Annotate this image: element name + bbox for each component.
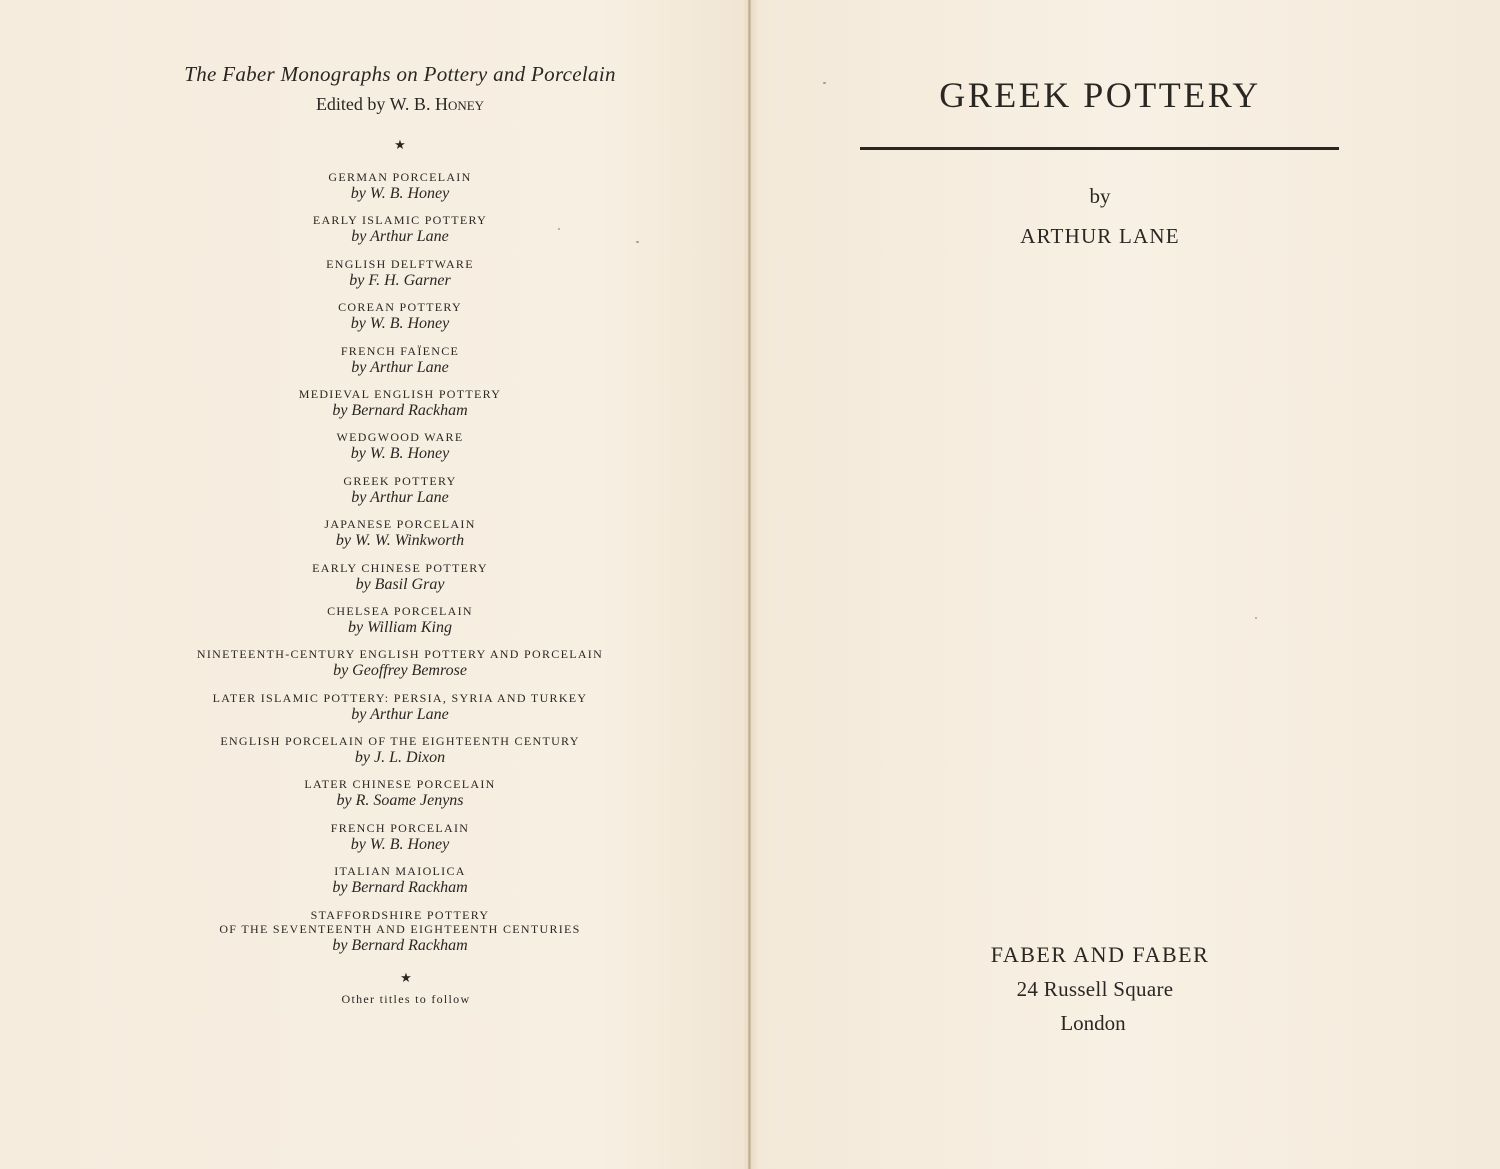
book-main-title: GREEK POTTERY	[939, 75, 1261, 115]
book-entry	[150, 647, 650, 690]
book-title: ENGLISH PORCELAIN OF THE EIGHTEENTH CENTURY	[220, 734, 580, 749]
book-list	[150, 170, 650, 968]
book-author: by R. Soame Jenyns	[336, 792, 464, 810]
book-title-continued: OF THE SEVENTEENTH AND EIGHTEENTH CENTURIES	[219, 921, 581, 936]
book-author: by Arthur Lane	[351, 488, 449, 506]
book-author: by William King	[348, 618, 452, 636]
book-author: by W. B. Honey	[350, 835, 450, 853]
author-name: ARTHUR LANE	[1020, 224, 1180, 248]
book-entry	[150, 170, 650, 213]
book-title: NINETEENTH-CENTURY ENGLISH POTTERY AND PORCELAIN	[196, 647, 604, 662]
star-ornament: ★	[394, 137, 406, 152]
paper-speck	[558, 228, 560, 230]
book-entry	[150, 213, 650, 256]
paper-speck	[1255, 617, 1257, 619]
other-titles-note: Other titles to follow	[341, 992, 471, 1006]
book-author: by Bernard Rackham	[332, 401, 468, 419]
book-entry	[150, 908, 650, 968]
book-author: by Arthur Lane	[351, 705, 449, 723]
book-title: LATER ISLAMIC POTTERY: PERSIA, SYRIA AND TURKEY	[212, 690, 588, 705]
book-title: CHELSEA PORCELAIN	[327, 603, 473, 618]
book-author: by Bernard Rackham	[332, 879, 468, 897]
book-entry	[150, 691, 650, 734]
book-title: EARLY ISLAMIC POTTERY	[312, 213, 488, 228]
book-title: MEDIEVAL ENGLISH POTTERY	[298, 386, 502, 401]
book-entry	[150, 561, 650, 604]
book-author: by J. L. Dixon	[354, 749, 446, 767]
publisher-city: London	[1060, 1011, 1126, 1035]
by-label: by	[1089, 184, 1111, 208]
book-author: by F. H. Garner	[349, 271, 451, 289]
book-title: FRENCH PORCELAIN	[330, 820, 470, 835]
book-title: GERMAN PORCELAIN	[328, 170, 472, 184]
book-entry	[150, 300, 650, 343]
editor-line	[150, 94, 650, 115]
book-entry	[150, 864, 650, 907]
book-author: by W. B. Honey	[350, 445, 450, 463]
star-ornament: ★	[400, 970, 412, 985]
book-author: by Arthur Lane	[351, 358, 449, 376]
title-page	[800, 0, 1400, 1169]
paper-speck	[636, 241, 639, 243]
book-title: ITALIAN MAIOLICA	[334, 864, 466, 879]
book-title: GREEK POTTERY	[343, 473, 457, 488]
book-entry	[150, 257, 650, 300]
book-title: WEDGWOOD WARE	[336, 430, 464, 445]
book-title: JAPANESE PORCELAIN	[324, 517, 476, 532]
book-entry	[150, 517, 650, 560]
paper-speck	[823, 82, 826, 84]
book-entry	[150, 734, 650, 777]
series-list-page	[150, 0, 650, 1169]
title-rule	[860, 147, 1339, 150]
publisher-name: FABER AND FABER	[990, 942, 1210, 967]
book-author: by Geoffrey Bemrose	[333, 662, 467, 680]
book-title: LATER CHINESE PORCELAIN	[304, 777, 496, 792]
book-gutter	[748, 0, 751, 1169]
book-entry	[150, 604, 650, 647]
book-author: by Arthur Lane	[351, 228, 449, 246]
book-author: by W. W. Winkworth	[335, 532, 465, 550]
book-title: FRENCH FAÏENCE	[340, 343, 460, 358]
editor-prefix: Edited by W. B.	[315, 94, 431, 114]
book-title: COREAN POTTERY	[338, 300, 462, 315]
book-entry	[150, 430, 650, 473]
book-title: EARLY CHINESE POTTERY	[312, 560, 488, 575]
book-title: ENGLISH DELFTWARE	[326, 256, 474, 271]
book-title: STAFFORDSHIRE POTTERY	[310, 907, 490, 922]
book-author: by W. B. Honey	[350, 185, 450, 202]
editor-surname: Honey	[434, 94, 485, 114]
book-author: by W. B. Honey	[350, 315, 450, 333]
series-title: The Faber Monographs on Pottery and Porcelain	[184, 62, 616, 86]
book-author: by Basil Gray	[355, 575, 445, 593]
book-entry	[150, 777, 650, 820]
book-entry	[150, 387, 650, 430]
book-entry	[150, 821, 650, 864]
book-entry	[150, 474, 650, 517]
book-author: by Bernard Rackham	[332, 936, 468, 954]
book-entry	[150, 344, 650, 387]
publisher-address: 24 Russell Square	[1016, 977, 1174, 1001]
